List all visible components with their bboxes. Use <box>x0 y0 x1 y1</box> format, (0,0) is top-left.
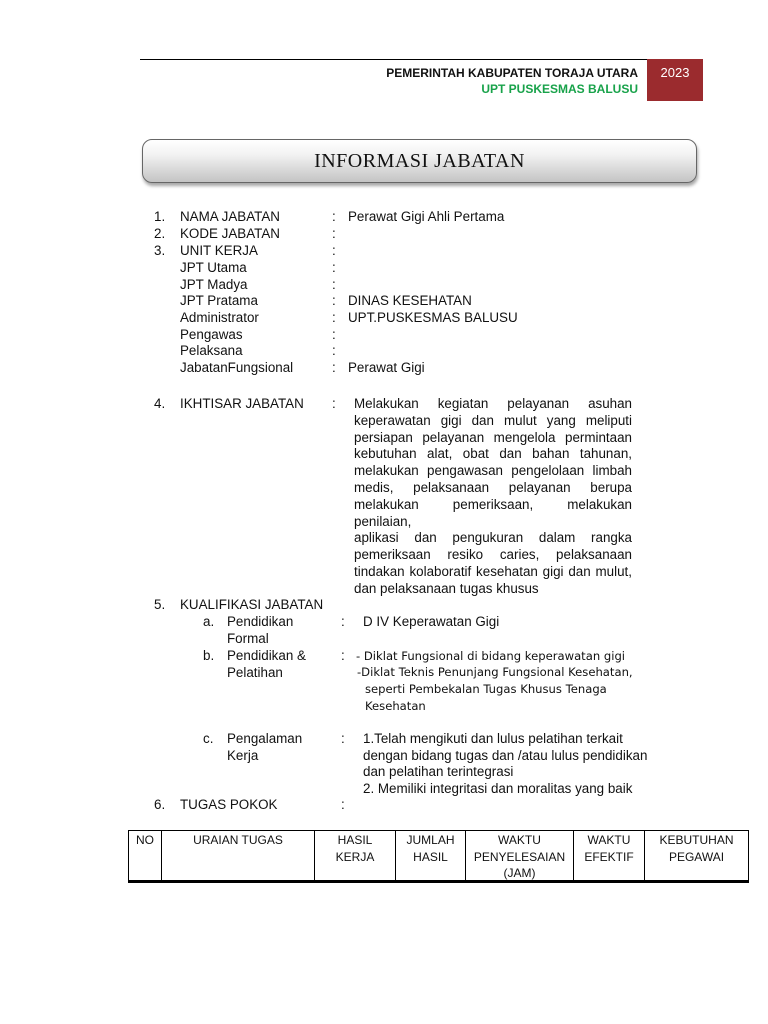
sub-item-value: -Diklat Teknis Penunjang Fungsional Kesehatan, <box>357 665 633 679</box>
sub-item-value: - Diklat Fungsional di bidang keperawatan gigi <box>356 649 626 663</box>
field-label-jpt-madya: JPT Madya <box>180 277 248 292</box>
header-text: URAIAN TUGAS <box>193 833 283 847</box>
table-bottom-rule <box>128 880 749 882</box>
field-colon: : <box>341 731 345 746</box>
field-label-unit-kerja: UNIT KERJA <box>180 243 258 258</box>
header-text: KERJA <box>335 849 375 864</box>
field-colon: : <box>332 293 336 308</box>
field-colon: : <box>332 243 336 258</box>
ikhtisar-line: Melakukan kegiatan pelayanan asuhan <box>354 396 632 411</box>
header-rule <box>140 59 647 60</box>
sub-item-label: Formal <box>227 631 269 646</box>
field-label-pengawas: Pengawas <box>180 327 243 342</box>
org-name-line2: UPT PUSKESMAS BALUSU <box>481 82 638 96</box>
field-label-jpt-utama: JPT Utama <box>180 260 247 275</box>
sub-item-label: Pengalaman <box>227 731 303 746</box>
header-text: PENYELESAIAN <box>473 849 566 864</box>
header-text: HASIL <box>413 849 448 864</box>
sub-item-value: 1.Telah mengikuti dan lulus pelatihan terkait <box>363 731 623 746</box>
field-number: 5. <box>154 597 166 612</box>
field-value-jabatan-fungsional: Perawat Gigi <box>348 360 425 375</box>
org-name-line1: PEMERINTAH KABUPATEN TORAJA UTARA <box>386 66 638 80</box>
field-label-jabatan-fungsional: JabatanFungsional <box>180 360 294 375</box>
field-colon: : <box>332 360 336 375</box>
header-text: JUMLAH <box>406 833 455 847</box>
field-colon: : <box>332 209 336 224</box>
sub-item-letter: c. <box>203 731 214 746</box>
field-colon: : <box>332 343 336 358</box>
ikhtisar-line: medis, pelaksanaan pelayanan berupa <box>354 479 632 495</box>
field-number: 6. <box>154 797 166 812</box>
sub-item-value: dan pelatihan terintegrasi <box>363 764 514 779</box>
field-label-administrator: Administrator <box>180 310 259 325</box>
sub-item-value: Kesehatan <box>365 699 426 713</box>
ikhtisar-line: pemeriksaan resiko caries, pelaksanaan <box>354 547 632 563</box>
tugas-table <box>128 830 749 883</box>
ikhtisar-line: aplikasi dan pengukuran dalam rangka <box>354 530 632 546</box>
table-header-waktu-penyelesaian <box>466 831 574 883</box>
field-colon: : <box>341 614 345 629</box>
field-colon: : <box>332 277 336 292</box>
field-value-administrator: UPT.PUSKESMAS BALUSU <box>348 310 518 325</box>
field-colon: : <box>332 327 336 342</box>
table-header-uraian <box>162 831 315 883</box>
field-label-nama-jabatan: NAMA JABATAN <box>180 209 280 224</box>
field-label-pelaksana: Pelaksana <box>180 343 243 358</box>
sub-item-value: D IV Keperawatan Gigi <box>363 614 500 629</box>
ikhtisar-line: melakukan pengawasan pengelolaan limbah <box>354 463 632 479</box>
header-text: PEGAWAI <box>668 849 725 864</box>
header-text: NO <box>136 833 154 847</box>
field-colon: : <box>332 226 336 241</box>
table-header-hasil-kerja <box>315 831 396 883</box>
table-header-no <box>129 831 162 883</box>
sub-item-value: dengan bidang tugas dan /atau lulus pendidikan <box>363 748 648 763</box>
header-text: (JAM) <box>503 866 536 880</box>
field-number: 2. <box>154 226 166 241</box>
ikhtisar-line: melakukan pemeriksaan, melakukan penilaian, <box>354 496 632 529</box>
sub-item-label: Pelatihan <box>227 665 283 680</box>
field-label-ikhtisar: IKHTISAR JABATAN <box>180 396 304 411</box>
field-value-nama-jabatan: Perawat Gigi Ahli Pertama <box>348 209 505 224</box>
ikhtisar-line: kebutuhan alat, obat dan bahan tahunan, <box>354 446 632 462</box>
sub-item-label: Kerja <box>227 748 259 763</box>
field-number: 1. <box>154 209 166 224</box>
ikhtisar-line: tindakan kolaboratif kesehatan gigi dan mulut, <box>354 563 632 579</box>
header-text: WAKTU <box>498 833 541 847</box>
field-colon: : <box>332 310 336 325</box>
page-title-banner <box>142 139 697 183</box>
field-colon: : <box>341 648 345 663</box>
header-text: KEBUTUHAN <box>659 833 734 847</box>
field-label-kualifikasi: KUALIFIKASI JABATAN <box>180 597 324 612</box>
table-header-waktu-efektif <box>574 831 645 883</box>
header-text: WAKTU <box>587 833 631 847</box>
table-header-row <box>129 831 749 883</box>
page-title: INFORMASI JABATAN <box>314 149 525 172</box>
year-badge <box>647 59 703 101</box>
ikhtisar-line: keperawatan gigi dan mulut yang meliputi <box>354 412 632 428</box>
field-colon: : <box>332 260 336 275</box>
sub-item-label: Pendidikan <box>227 614 294 629</box>
field-colon: : <box>341 797 345 812</box>
table-header-kebutuhan-pegawai <box>645 831 749 883</box>
field-label-jpt-pratama: JPT Pratama <box>180 293 258 308</box>
field-label-tugas-pokok: TUGAS POKOK <box>180 797 278 812</box>
header-text: HASIL <box>337 833 373 847</box>
sub-item-label: Pendidikan & <box>227 648 306 663</box>
field-number: 3. <box>154 243 166 258</box>
sub-item-value: seperti Pembekalan Tugas Khusus Tenaga <box>365 682 607 696</box>
table-header-jumlah-hasil <box>396 831 466 883</box>
field-label-kode-jabatan: KODE JABATAN <box>180 226 280 241</box>
sub-item-letter: b. <box>203 648 215 663</box>
sub-item-letter: a. <box>203 614 215 629</box>
field-colon: : <box>332 396 336 411</box>
year-text: 2023 <box>660 65 690 80</box>
header-text: EFEKTIF <box>584 849 634 864</box>
ikhtisar-line: dan pelaksanaan tugas khusus <box>354 580 539 596</box>
sub-item-value: 2. Memiliki integritasi dan moralitas yang baik <box>363 781 633 796</box>
ikhtisar-paragraph <box>354 396 632 598</box>
field-number: 4. <box>154 396 166 411</box>
ikhtisar-line: persiapan pelayanan mengelola permintaan <box>354 429 632 445</box>
field-value-jpt-pratama: DINAS KESEHATAN <box>348 293 472 308</box>
